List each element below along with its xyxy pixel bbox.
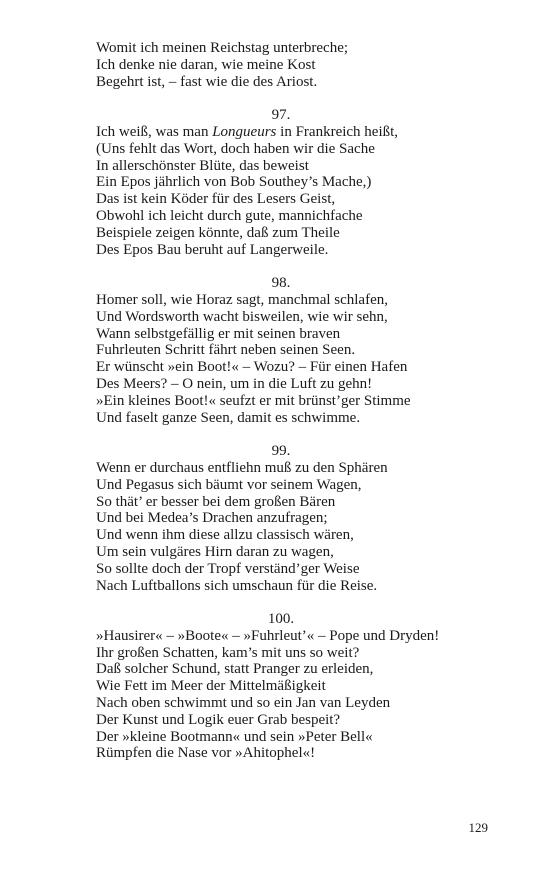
verse-line: Und Wordsworth wacht bisweilen, wie wir sehn, <box>96 308 388 325</box>
verse-line: Ein Epos jährlich von Bob Southey’s Mache,) <box>96 174 372 191</box>
verse-line: Er wünscht »ein Boot!« – Wozu? – Für einen Hafen <box>96 359 408 376</box>
verse-line: Das ist kein Köder für des Lesers Geist, <box>96 191 336 208</box>
verse-line: So thät’ er besser bei dem großen Bären <box>96 493 336 510</box>
verse-line: Womit ich meinen Reichstag unterbreche; <box>96 40 349 56</box>
verse-line: Und faselt ganze Seen, damit es schwimme. <box>96 409 361 426</box>
stanza-100 <box>96 611 466 762</box>
verse-line: Der »kleine Bootmann« und sein »Peter Bell« <box>96 728 373 745</box>
continuation-lines <box>96 40 466 90</box>
stanza-98 <box>96 275 466 426</box>
verse-line: Und wenn ihm diese allzu classisch wären, <box>96 527 354 544</box>
verse-segment: Ich weiß, was man <box>96 123 213 140</box>
italic-term: Longueurs <box>212 123 277 140</box>
verse-line: Wie Fett im Meer der Mittelmäßigkeit <box>96 678 326 695</box>
verse-line: Nach Luftballons sich umschaun für die Reise. <box>96 577 378 594</box>
verse-line: Daß solcher Schund, statt Pranger zu erleiden, <box>96 661 374 678</box>
poem-text <box>96 40 466 762</box>
verse-line: Ich denke nie daran, wie meine Kost <box>96 56 316 73</box>
verse-line: Der Kunst und Logik euer Grab bespeit? <box>96 711 341 728</box>
verse-line: Rümpfen die Nase vor »Ahitophel«! <box>96 745 316 762</box>
stanza-number: 97. <box>271 107 291 124</box>
page-number: 129 <box>468 820 488 835</box>
verse-line: In allerschönster Blüte, das beweist <box>96 157 309 174</box>
stanza-number: 99. <box>271 443 291 460</box>
stanza-number: 100. <box>267 611 295 628</box>
verse-line: Des Meers? – O nein, um in die Luft zu gehn! <box>96 375 373 392</box>
verse-line: »Ein kleines Boot!« seufzt er mit brünst’ger Stimme <box>96 392 411 409</box>
verse-line: Wenn er durchaus entfliehn muß zu den Sphären <box>96 459 388 476</box>
verse-line <box>96 124 466 141</box>
verse-line: Fuhrleuten Schritt fährt neben seinen Seen. <box>96 342 356 359</box>
stanza-97 <box>96 107 466 258</box>
verse-line: Nach oben schwimmt und so ein Jan van Leyden <box>96 695 391 712</box>
verse-line: So sollte doch der Tropf verständ’ger Weise <box>96 560 360 577</box>
verse-line: Homer soll, wie Horaz sagt, manchmal schlafen, <box>96 291 388 308</box>
verse-line: Und bei Medea’s Drachen anzufragen; <box>96 510 328 527</box>
verse-line: Obwohl ich leicht durch gute, mannichfache <box>96 207 363 224</box>
verse-line: Um sein vulgäres Hirn daran zu wagen, <box>96 543 334 560</box>
verse-line: Beispiele zeigen könnte, daß zum Theile <box>96 224 340 241</box>
stanza-99 <box>96 443 466 594</box>
verse-line: (Uns fehlt das Wort, doch haben wir die Sache <box>96 140 375 157</box>
stanza-number: 98. <box>271 275 291 292</box>
verse-line: Begehrt ist, – fast wie die des Ariost. <box>96 73 318 90</box>
verse-line: Wann selbstgefällig er mit seinen braven <box>96 325 341 342</box>
verse-line: »Hausirer« – »Boote« – »Fuhrleut’« – Pope und Dryden! <box>96 627 440 644</box>
verse-line: Ihr großen Schatten, kam’s mit uns so weit? <box>96 644 360 661</box>
verse-segment: in Frankreich heißt, <box>276 123 399 140</box>
verse-line: Und Pegasus sich bäumt vor seinem Wagen, <box>96 476 362 493</box>
verse-line: Des Epos Bau beruht auf Langerweile. <box>96 241 329 258</box>
